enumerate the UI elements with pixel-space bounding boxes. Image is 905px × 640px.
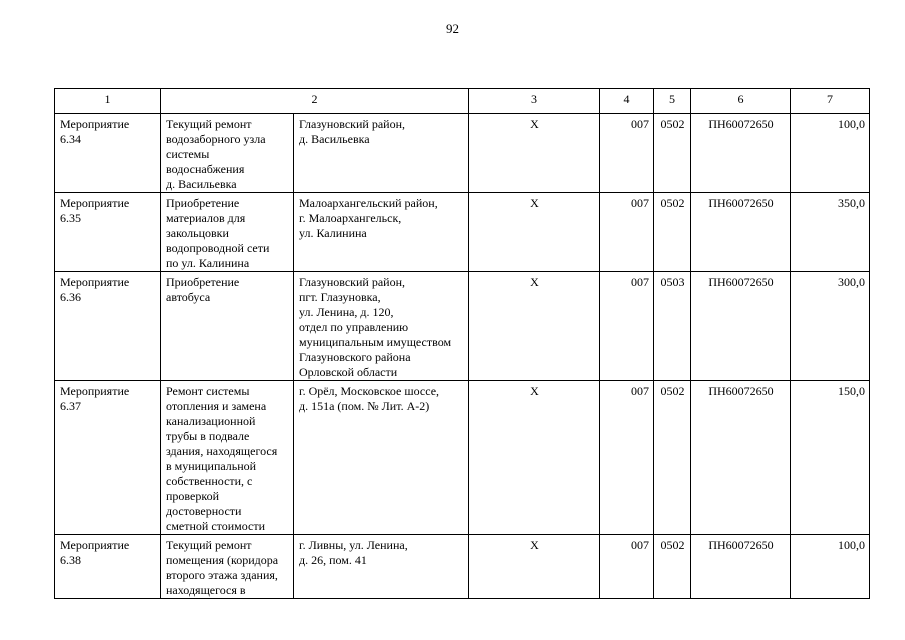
amount-cell: 150,0 [791,381,870,535]
col4-cell: 007 [600,114,654,193]
address-cell-line: муниципальным имуществом [299,335,452,349]
address-cell-line: отдел по управлению [299,320,409,334]
header-row [55,89,870,114]
measure-id-cell [55,381,161,535]
measure-name-cell-line: в муниципальной [166,459,257,473]
table-row [55,193,870,272]
address-cell-line: Глазуновский район, [299,117,406,131]
amount-cell: 100,0 [791,114,870,193]
header-col-1: 1 [55,89,161,114]
measure-id-cell [55,114,161,193]
col5-cell: 0502 [654,193,691,272]
measure-name-cell-line: канализационной [166,414,256,428]
table-row [55,114,870,193]
page-number: 92 [446,21,459,36]
measure-name-cell-line: по ул. Калинина [166,256,250,270]
measure-id-cell-line: 6.36 [60,290,81,304]
col5-cell: 0503 [654,272,691,381]
col4-cell: 007 [600,381,654,535]
measure-name-cell-line: водоснабжения [166,162,245,176]
table-row [55,272,870,381]
measure-id-cell-line: Мероприятие [60,384,130,398]
measure-name-cell-line: достоверности [166,504,242,518]
col3-cell: Х [469,535,600,599]
measure-name-cell-line: водозаборного узла [166,132,266,146]
header-col-5: 5 [654,89,691,114]
code-cell: ПН60072650 [691,381,791,535]
col5-cell: 0502 [654,381,691,535]
header-col-3: 3 [469,89,600,114]
amount-cell: 350,0 [791,193,870,272]
measure-name-cell-line: Приобретение [166,196,240,210]
measure-name-cell-line: Текущий ремонт [166,538,252,552]
col4-cell: 007 [600,193,654,272]
address-cell [294,114,469,193]
measure-name-cell-line: Текущий ремонт [166,117,252,131]
measure-id-cell [55,535,161,599]
col3-cell: Х [469,272,600,381]
address-cell-line: д. Васильевка [299,132,370,146]
address-cell-line: д. 26, пом. 41 [299,553,367,567]
col4-cell: 007 [600,535,654,599]
measure-name-cell-line: трубы в подвале [166,429,250,443]
measure-name-cell-line: д. Васильевка [166,177,237,191]
measure-id-cell-line: Мероприятие [60,117,130,131]
address-cell-line: ул. Ленина, д. 120, [299,305,394,319]
code-cell: ПН60072650 [691,535,791,599]
address-cell [294,535,469,599]
measure-name-cell-line: помещения (коридора [166,553,279,567]
measure-name-cell-line: закольцовки [166,226,229,240]
measure-name-cell-line: Приобретение [166,275,240,289]
address-cell-line: г. Орёл, Московское шоссе, [299,384,440,398]
col3-cell: Х [469,381,600,535]
measure-id-cell-line: Мероприятие [60,275,130,289]
address-cell-line: г. Малоархангельск, [299,211,402,225]
address-cell-line: д. 151а (пом. № Лит. А-2) [299,399,430,413]
measure-name-cell-line: второго этажа здания, [166,568,278,582]
measure-id-cell [55,272,161,381]
measure-name-cell-line: водопроводной сети [166,241,270,255]
measure-id-cell [55,193,161,272]
address-cell-line: Орловской области [299,365,398,379]
measure-id-cell-line: Мероприятие [60,196,130,210]
header-col-6: 6 [691,89,791,114]
measure-name-cell [161,381,294,535]
measure-name-cell-line: находящегося в [166,583,246,597]
header-col-2: 2 [161,89,469,114]
code-cell: ПН60072650 [691,272,791,381]
col5-cell: 0502 [654,114,691,193]
measure-name-cell-line: собственности, с [166,474,253,488]
code-cell: ПН60072650 [691,193,791,272]
amount-cell: 300,0 [791,272,870,381]
address-cell-line: Глазуновского района [299,350,411,364]
measure-id-cell-line: 6.38 [60,553,81,567]
header-col-4: 4 [600,89,654,114]
header-col-7: 7 [791,89,870,114]
col5-cell: 0502 [654,535,691,599]
measure-name-cell [161,114,294,193]
measure-id-cell-line: Мероприятие [60,538,130,552]
measure-name-cell-line: проверкой [166,489,219,503]
amount-cell: 100,0 [791,535,870,599]
measure-id-cell-line: 6.37 [60,399,81,413]
address-cell [294,272,469,381]
address-cell [294,381,469,535]
measure-name-cell-line: отопления и замена [166,399,267,413]
address-cell-line: пгт. Глазуновка, [299,290,381,304]
address-cell-line: ул. Калинина [299,226,367,240]
measure-name-cell-line: здания, находящегося [166,444,278,458]
measure-id-cell-line: 6.34 [60,132,81,146]
measure-name-cell-line: Ремонт системы [166,384,250,398]
measure-name-cell [161,272,294,381]
measure-name-cell-line: автобуса [166,290,211,304]
address-cell-line: г. Ливны, ул. Ленина, [299,538,408,552]
col3-cell: Х [469,193,600,272]
address-cell-line: Глазуновский район, [299,275,406,289]
measure-id-cell-line: 6.35 [60,211,81,225]
measure-name-cell-line: сметной стоимости [166,519,266,533]
address-cell [294,193,469,272]
col3-cell: Х [469,114,600,193]
data-table [54,88,870,599]
address-cell-line: Малоархангельский район, [299,196,438,210]
measure-name-cell [161,193,294,272]
measure-name-cell-line: системы [166,147,210,161]
table-row [55,381,870,535]
table-row [55,535,870,599]
measure-name-cell-line: материалов для [166,211,246,225]
code-cell: ПН60072650 [691,114,791,193]
col4-cell: 007 [600,272,654,381]
measure-name-cell [161,535,294,599]
